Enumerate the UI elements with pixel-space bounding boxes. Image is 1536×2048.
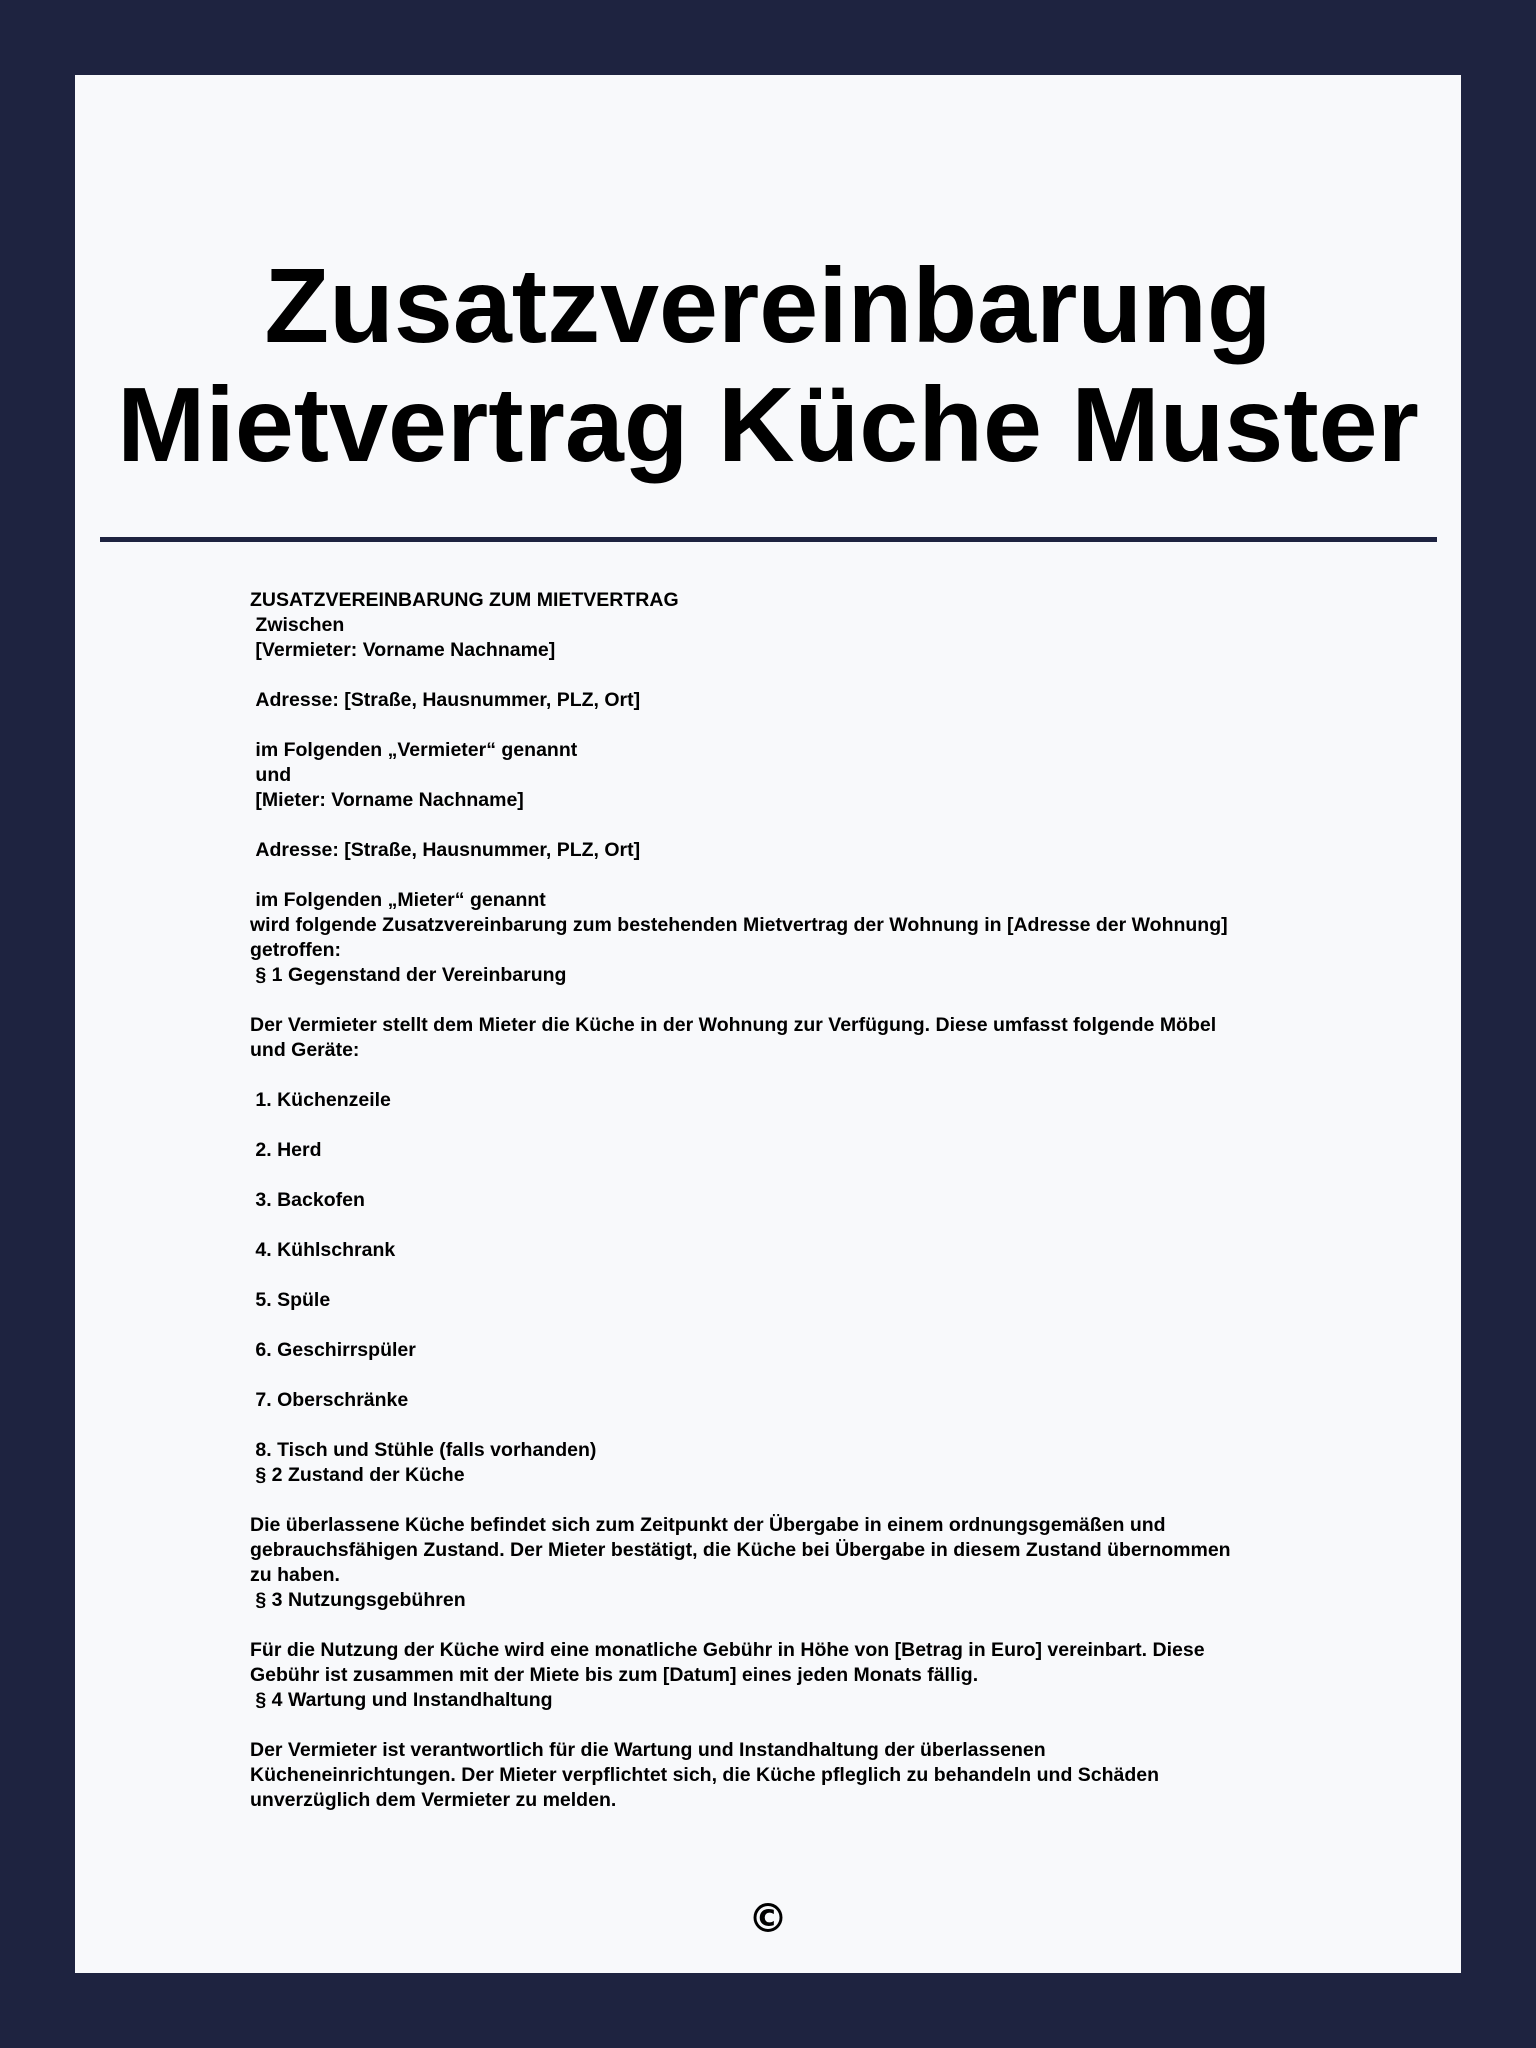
- document-line: [250, 1263, 1270, 1288]
- document-line: [250, 713, 1270, 738]
- document-line: wird folgende Zusatzvereinbarung zum bestehenden Mietvertrag der Wohnung in [Adresse der Wohnung]: [250, 914, 1228, 936]
- document-line: Der Vermieter stellt dem Mieter die Küche in der Wohnung zur Verfügung. Diese umfasst folgende Möbel: [250, 1014, 1217, 1036]
- document-line: [250, 663, 1270, 688]
- document-line: und: [250, 764, 292, 786]
- document-line: Die überlassene Küche befindet sich zum Zeitpunkt der Übergabe in einem ordnungsgemäßen und: [250, 1514, 1166, 1536]
- document-line: [250, 1713, 1270, 1738]
- document-line: [250, 1488, 1270, 1513]
- document-line: 6. Geschirrspüler: [250, 1339, 416, 1361]
- document-line: § 4 Wartung und Instandhaltung: [250, 1689, 553, 1711]
- document-line: unverzüglich dem Vermieter zu melden.: [250, 1789, 617, 1811]
- document-line: 3. Backofen: [250, 1189, 365, 1211]
- document-line: und Geräte:: [250, 1039, 360, 1061]
- title-divider: [100, 537, 1437, 542]
- document-line: [250, 1413, 1270, 1438]
- document-line: [250, 1163, 1270, 1188]
- document-title: [75, 247, 1461, 485]
- document-line: 8. Tisch und Stühle (falls vorhanden): [250, 1439, 597, 1461]
- document-line: getroffen:: [250, 939, 341, 961]
- document-line: [Mieter: Vorname Nachname]: [250, 789, 524, 811]
- document-line: im Folgenden „Mieter“ genannt: [250, 889, 546, 911]
- copyright-icon: ©: [748, 1896, 788, 1942]
- document-line: gebrauchsfähigen Zustand. Der Mieter bestätigt, die Küche bei Übergabe in diesem Zustand übernommen: [250, 1539, 1231, 1561]
- document-line: [Vermieter: Vorname Nachname]: [250, 639, 556, 661]
- document-line: Adresse: [Straße, Hausnummer, PLZ, Ort]: [250, 839, 641, 861]
- document-line: 1. Küchenzeile: [250, 1089, 391, 1111]
- document-line: Gebühr ist zusammen mit der Miete bis zum [Datum] eines jeden Monats fällig.: [250, 1664, 979, 1686]
- document-line: Für die Nutzung der Küche wird eine monatliche Gebühr in Höhe von [Betrag in Euro] vereinbart. Diese: [250, 1639, 1205, 1661]
- document-title-line-2: Mietvertrag Küche Muster: [117, 366, 1419, 484]
- document-line: [250, 1113, 1270, 1138]
- document-line: 7. Oberschränke: [250, 1389, 409, 1411]
- document-line: [250, 1613, 1270, 1638]
- document-line: [250, 1213, 1270, 1238]
- document-title-line-1: Zusatzvereinbarung: [264, 247, 1272, 365]
- document-line: [250, 863, 1270, 888]
- document-line: § 2 Zustand der Küche: [250, 1464, 465, 1486]
- document-line: Adresse: [Straße, Hausnummer, PLZ, Ort]: [250, 689, 641, 711]
- document-line: im Folgenden „Vermieter“ genannt: [250, 739, 578, 761]
- document-line: zu haben.: [250, 1564, 340, 1586]
- document-body: [250, 588, 1270, 1813]
- document-line: § 3 Nutzungsgebühren: [250, 1589, 466, 1611]
- document-line: 5. Spüle: [250, 1289, 331, 1311]
- document-line: [250, 988, 1270, 1013]
- document-line: Kücheneinrichtungen. Der Mieter verpflichtet sich, die Küche pfleglich zu behandeln und Schäden: [250, 1764, 1160, 1786]
- document-line: § 1 Gegenstand der Vereinbarung: [250, 964, 567, 986]
- document-line: [250, 1313, 1270, 1338]
- document-line: Der Vermieter ist verantwortlich für die Wartung und Instandhaltung der überlassenen: [250, 1739, 1046, 1761]
- document-line: [250, 1063, 1270, 1088]
- document-line: 4. Kühlschrank: [250, 1239, 396, 1261]
- document-line: ZUSATZVEREINBARUNG ZUM MIETVERTRAG: [250, 589, 679, 611]
- document-line: [250, 813, 1270, 838]
- document-line: 2. Herd: [250, 1139, 322, 1161]
- document-line: [250, 1363, 1270, 1388]
- document-page: [75, 75, 1461, 1973]
- document-line: Zwischen: [250, 614, 345, 636]
